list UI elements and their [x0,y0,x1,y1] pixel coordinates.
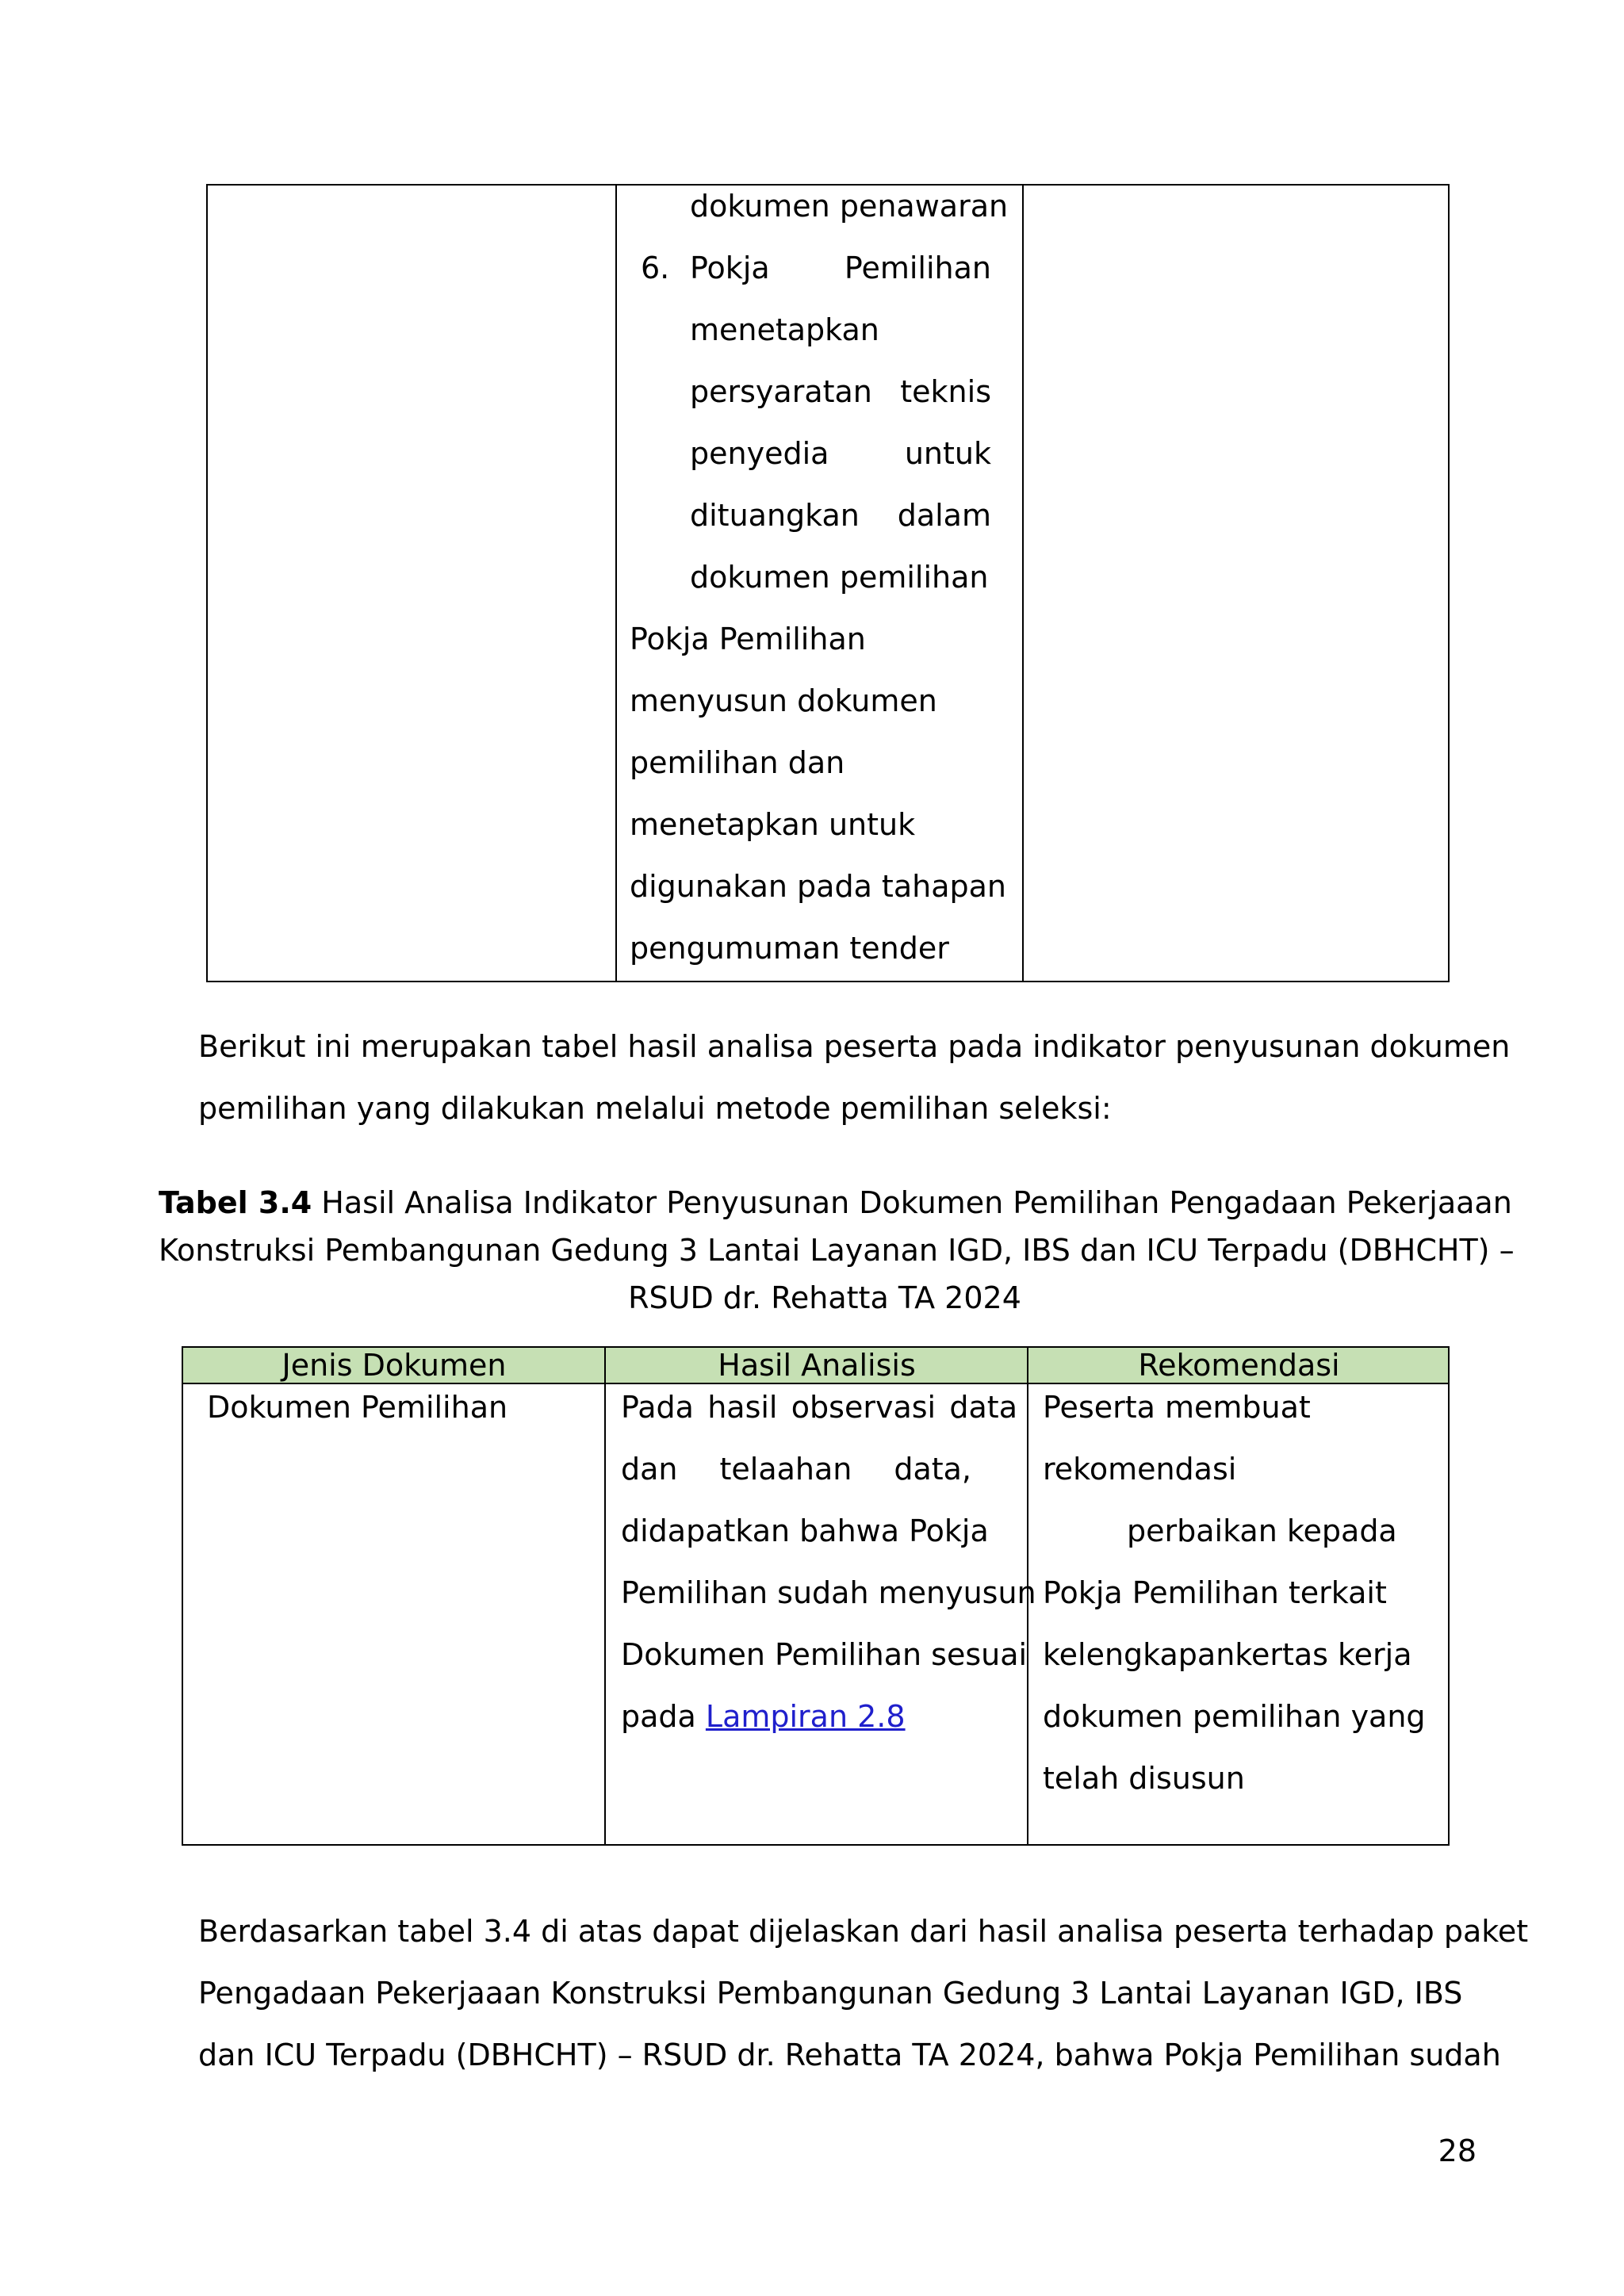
cell-hasil-line: Pemilihan sudah menyusun [621,1575,1036,1610]
cell-text-line: digunakan pada tahapan [630,869,1006,904]
column-divider [1022,186,1024,981]
caption-text: Hasil Analisa Indikator Penyusunan Dokumen Pemilihan Pengadaan Pekerjaaan [312,1185,1512,1220]
closing-paragraph-line: Pengadaan Pekerjaaan Konstruksi Pembangunan Gedung 3 Lantai Layanan IGD, IBS [198,1976,1463,2011]
caption-line: RSUD dr. Rehatta TA 2024 [628,1280,1021,1315]
list-line: dokumen penawaran [690,189,1009,224]
cell-hasil-prefix: pada [621,1699,706,1734]
closing-paragraph-line: dan ICU Terpadu (DBHCHT) – RSUD dr. Rehatta TA 2024, bahwa Pokja Pemilihan sudah [198,2038,1501,2072]
table-caption [159,1184,1512,1222]
list-line: penyedia untuk [690,436,991,471]
cell-hasil-line: dan telaahan data, [621,1452,971,1487]
closing-paragraph-line: Berdasarkan tabel 3.4 di atas dapat dijelaskan dari hasil analisa peserta terhadap paket [198,1914,1529,1949]
cell-rekomendasi-line: rekomendasi [1043,1452,1237,1487]
list-line: persyaratan teknis [690,374,991,409]
cell-hasil-line: Dokumen Pemilihan sesuai [621,1637,1028,1672]
cell-hasil-line [621,1698,906,1735]
cell-rekomendasi-line: dokumen pemilihan yang [1043,1699,1426,1734]
intro-paragraph-line: pemilihan yang dilakukan melalui metode pemilihan seleksi: [198,1091,1112,1126]
list-line: dokumen pemilihan [690,560,989,595]
cell-jenis-dokumen: Dokumen Pemilihan [207,1390,508,1425]
cell-text-line: Pokja Pemilihan [630,622,866,656]
cell-rekomendasi-line: kelengkapankertas kerja [1043,1637,1412,1672]
caption-line: Konstruksi Pembangunan Gedung 3 Lantai Layanan IGD, IBS dan ICU Terpadu (DBHCHT) – [159,1233,1515,1268]
lampiran-link[interactable]: Lampiran 2.8 [705,1699,906,1734]
header-rekomendasi: Rekomendasi [1138,1348,1340,1383]
cell-hasil-line: Pada hasil observasi data [621,1390,1017,1425]
cell-hasil-line: didapatkan bahwa Pokja [621,1513,989,1548]
list-line: Pokja Pemilihan [690,251,991,285]
continuation-table [206,184,1450,982]
column-divider [604,1348,606,1844]
list-line: dituangkan dalam [690,498,991,533]
caption-label: Tabel 3.4 [159,1185,312,1220]
cell-text-line: menyusun dokumen [630,683,937,718]
column-divider [615,186,617,981]
cell-text-line: menetapkan untuk [630,807,916,842]
cell-text-line: pengumuman tender [630,931,949,966]
analysis-table [182,1346,1450,1846]
header-hasil-analisis: Hasil Analisis [718,1348,916,1383]
cell-rekomendasi-line: telah disusun [1043,1761,1245,1796]
list-item-number: 6. [641,251,670,285]
cell-rekomendasi-line: perbaikan kepada [1127,1513,1397,1548]
header-jenis-dokumen: Jenis Dokumen [282,1348,507,1383]
cell-rekomendasi-line: Peserta membuat [1043,1390,1311,1425]
intro-paragraph-line: Berikut ini merupakan tabel hasil analisa peserta pada indikator penyusunan dokumen [198,1029,1511,1064]
list-line: menetapkan [690,312,879,347]
table-header-row [183,1348,1448,1384]
cell-text-line: pemilihan dan [630,745,845,780]
page-number: 28 [1438,2133,1477,2168]
cell-rekomendasi-line: Pokja Pemilihan terkait [1043,1575,1387,1610]
